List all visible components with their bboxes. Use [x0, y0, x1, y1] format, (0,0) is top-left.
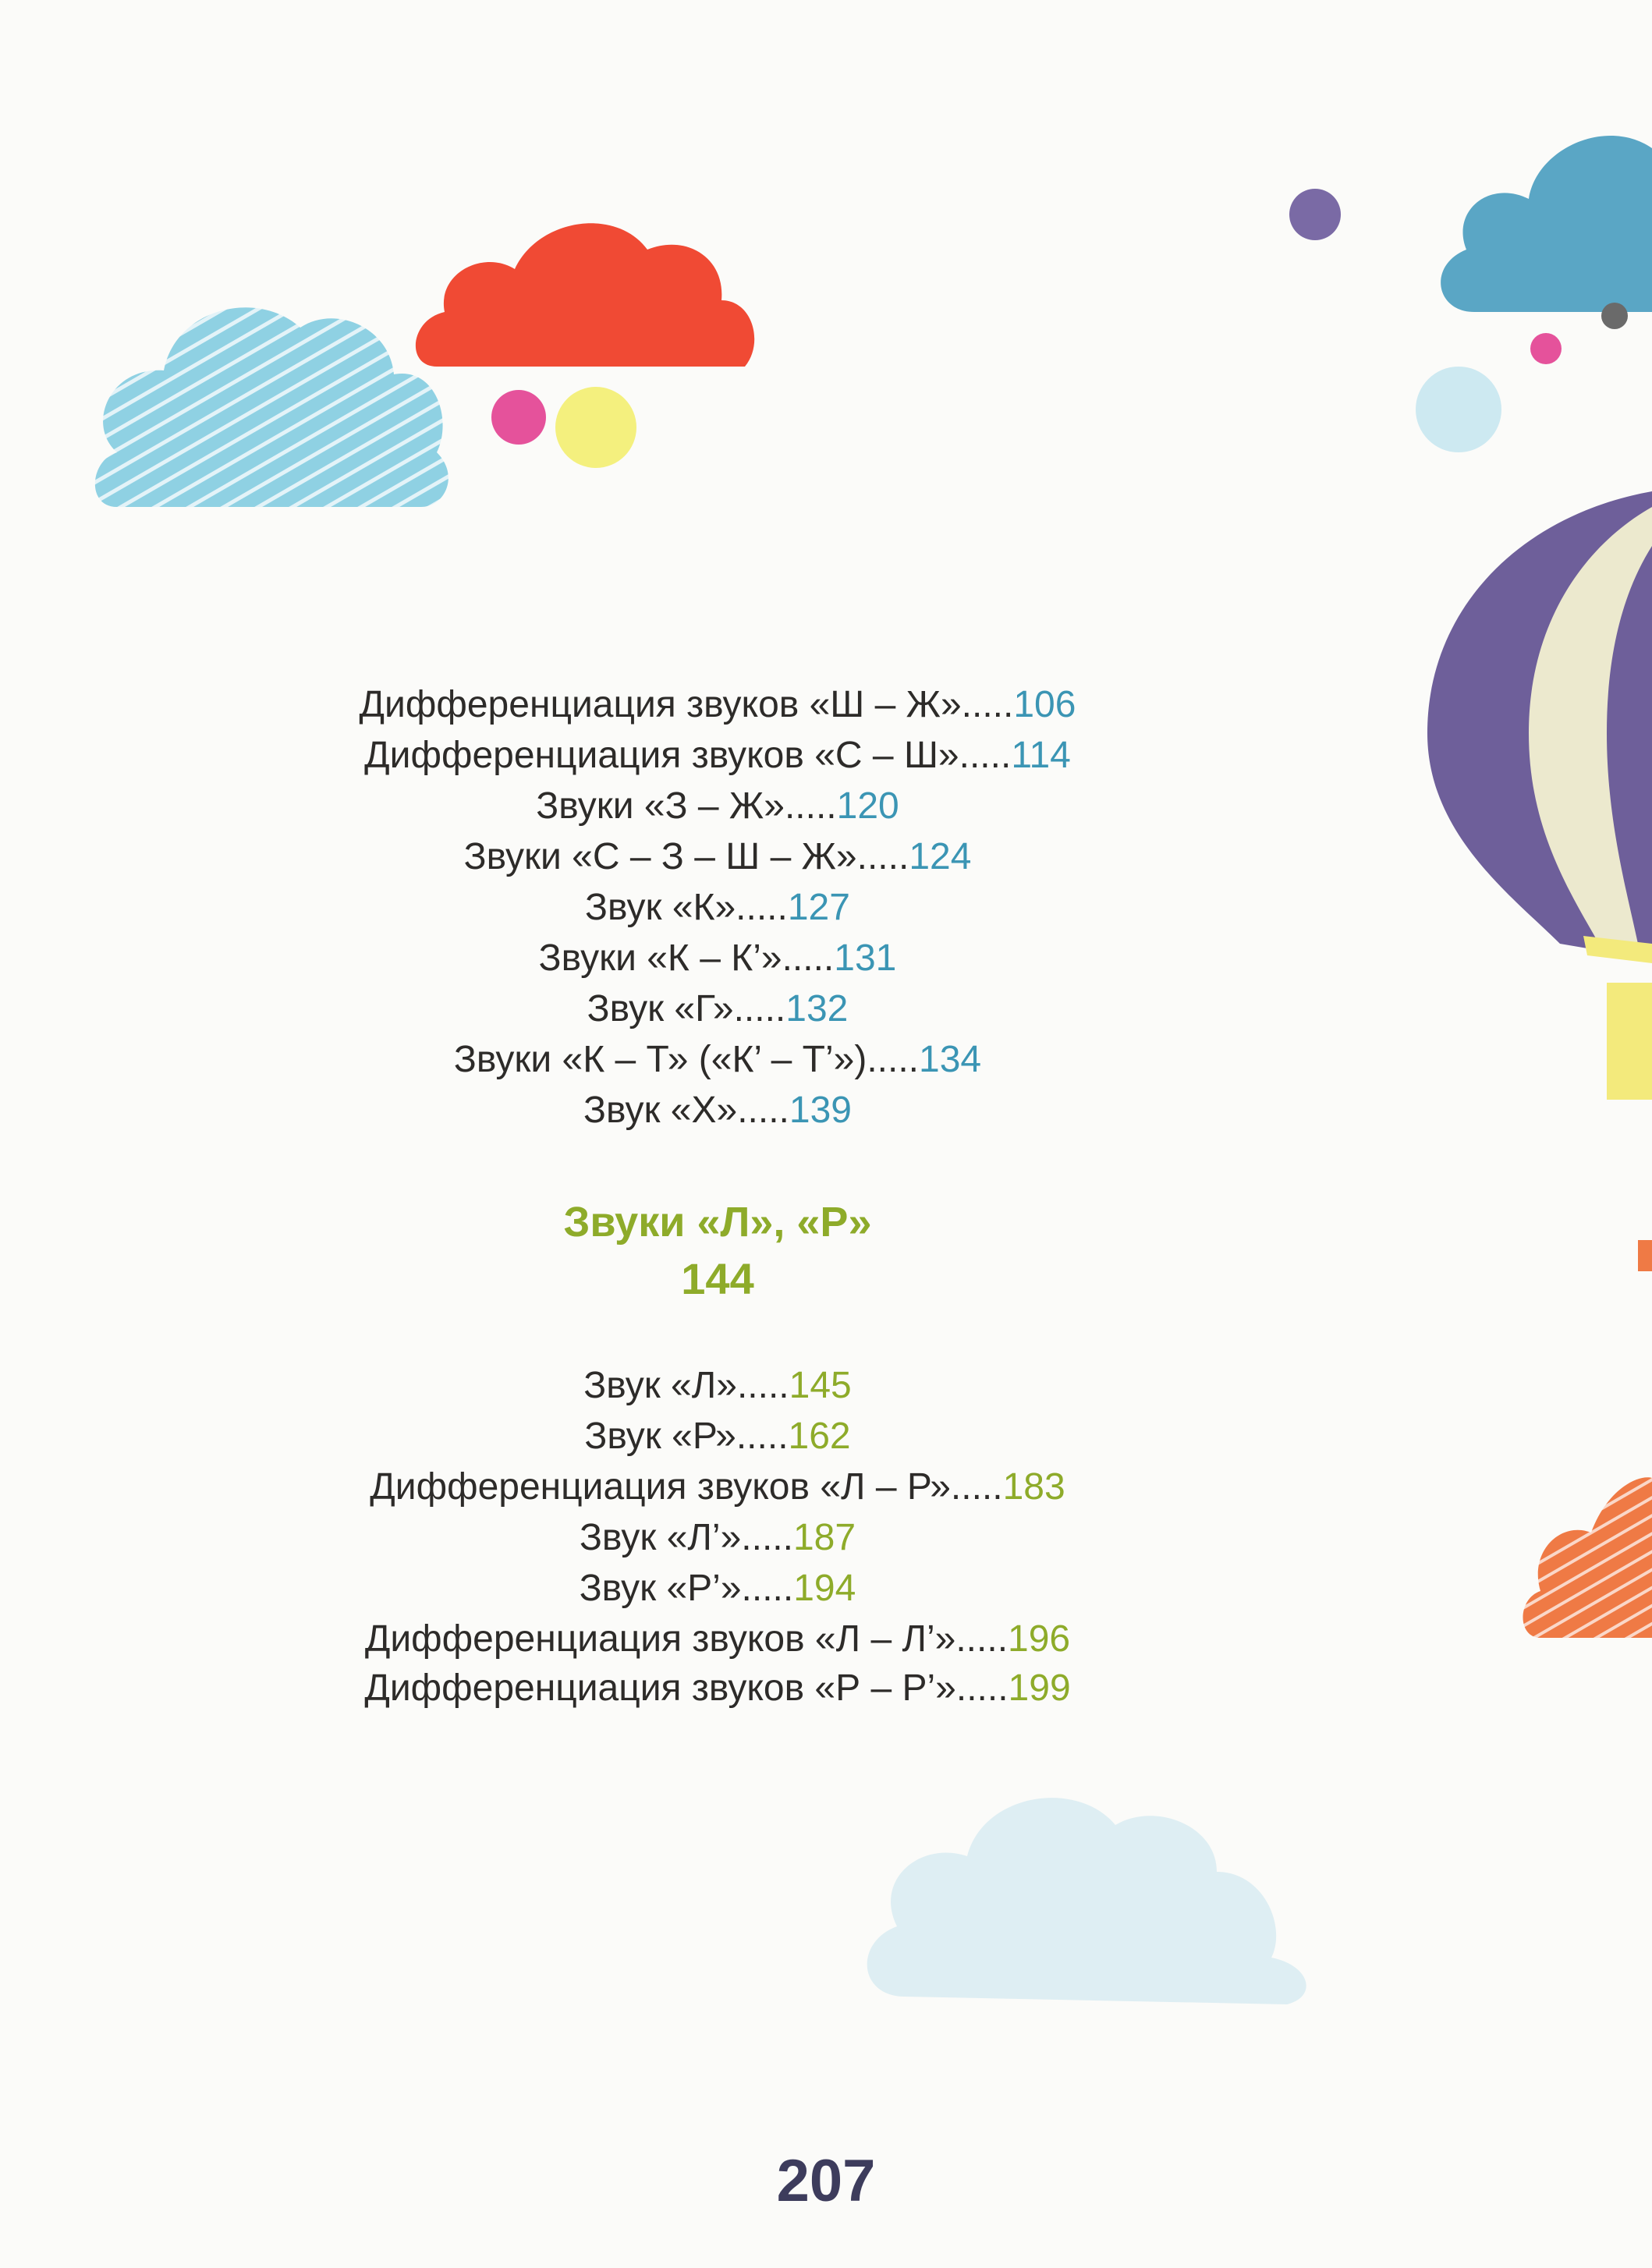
- toc-entry-page: 196: [1008, 1618, 1071, 1660]
- toc-entry-label: Звук «Р’»: [579, 1568, 742, 1609]
- toc-entry-label: Дифференциация звуков «Ш – Ж»: [359, 684, 962, 725]
- section-page-number: 144: [681, 1254, 754, 1303]
- toc-entry-dots: .....: [741, 1568, 794, 1609]
- toc-entry: [0, 1037, 1435, 1083]
- toc-entry-label: Дифференциация звуков «Л – Л’»: [364, 1618, 956, 1660]
- toc-entry: [0, 682, 1435, 728]
- toc-entry-label: Звуки «С – З – Ш – Ж»: [463, 836, 857, 877]
- page-number: 207: [776, 2148, 876, 2214]
- toc-entry-page: 139: [789, 1090, 852, 1131]
- toc-entry-label: Звуки «З – Ж»: [536, 785, 785, 827]
- toc-entry-dots: .....: [959, 735, 1012, 776]
- toc-entry-page: 131: [834, 937, 897, 979]
- toc-entry-label: Звук «К»: [585, 887, 736, 928]
- toc-entry-dots: .....: [741, 1517, 793, 1558]
- toc-entry-page: 162: [788, 1416, 851, 1457]
- toc-entry: [0, 884, 1435, 931]
- toc-entry: [0, 783, 1435, 830]
- toc-entry-label: Звук «Г»: [587, 988, 734, 1029]
- toc-entry: [0, 935, 1435, 982]
- toc-entry: [0, 1665, 1435, 1712]
- toc-entry: [0, 1413, 1435, 1460]
- toc-entry-dots: .....: [736, 1416, 789, 1457]
- toc-entry-label: Звуки «К – Т» («К’ – Т’»): [453, 1039, 867, 1080]
- toc-entry-label: Звуки «К – К’»: [538, 937, 782, 979]
- toc-entry-dots: .....: [961, 684, 1014, 725]
- toc-entry-dots: .....: [867, 1039, 919, 1080]
- toc-entry-page: 106: [1013, 684, 1076, 725]
- toc-entry-dots: .....: [856, 836, 909, 877]
- toc-entry-page: 134: [919, 1039, 982, 1080]
- toc-entry: [0, 1464, 1435, 1511]
- toc-entry-label: Дифференциация звуков «С – Ш»: [364, 735, 959, 776]
- toc-entry-label: Звук «Л’»: [579, 1517, 742, 1558]
- toc-entry-label: Дифференциация звуков «Л – Р»: [370, 1466, 951, 1508]
- toc-entry: [0, 1565, 1435, 1612]
- circle-dot-icon: [1530, 333, 1562, 364]
- section-title: Звуки «Л», «Р»: [563, 1199, 872, 1246]
- toc-entry-page: 194: [793, 1568, 856, 1609]
- toc-entry-dots: .....: [736, 887, 788, 928]
- toc-entry-dots: .....: [733, 988, 786, 1029]
- toc-entry: [0, 1087, 1435, 1134]
- toc-entry-label: Дифференциация звуков «Р – Р’»: [364, 1667, 956, 1709]
- toc-entry-page: 120: [836, 785, 899, 827]
- toc-entry-dots: .....: [955, 1618, 1009, 1660]
- toc-entry-page: 127: [787, 887, 850, 928]
- toc-entry-page: 145: [789, 1365, 852, 1406]
- toc-entry: [0, 732, 1435, 779]
- toc-entry: [0, 1616, 1435, 1663]
- toc-entry-label: Звук «Р»: [584, 1416, 736, 1457]
- toc-entry-page: 199: [1008, 1667, 1071, 1709]
- toc-entry-dots: .....: [736, 1365, 789, 1406]
- toc-entry-dots: .....: [950, 1466, 1003, 1508]
- toc-entry-page: 114: [1011, 735, 1071, 776]
- toc-entry-label: Звук «Х»: [583, 1090, 738, 1131]
- toc-entry-dots: .....: [782, 937, 835, 979]
- toc-entry-page: 183: [1002, 1466, 1065, 1508]
- toc-entry-dots: .....: [737, 1090, 789, 1131]
- toc-entry-dots: .....: [955, 1667, 1009, 1709]
- toc-entry: [0, 1515, 1435, 1561]
- toc-entry: [0, 1363, 1435, 1409]
- toc-entry: [0, 834, 1435, 881]
- toc-entry-page: 124: [909, 836, 972, 877]
- toc-entry: [0, 986, 1435, 1033]
- toc-entry-page: 132: [785, 988, 849, 1029]
- hot-air-balloon-icon: [1427, 491, 1652, 1271]
- circle-dot-icon: [1601, 303, 1628, 329]
- toc-entry-page: 187: [792, 1517, 856, 1558]
- toc-entry-label: Звук «Л»: [583, 1365, 737, 1406]
- cloud-icon: [1523, 1477, 1652, 1638]
- toc-entry-dots: .....: [784, 785, 837, 827]
- cloud-icon: [1441, 136, 1652, 312]
